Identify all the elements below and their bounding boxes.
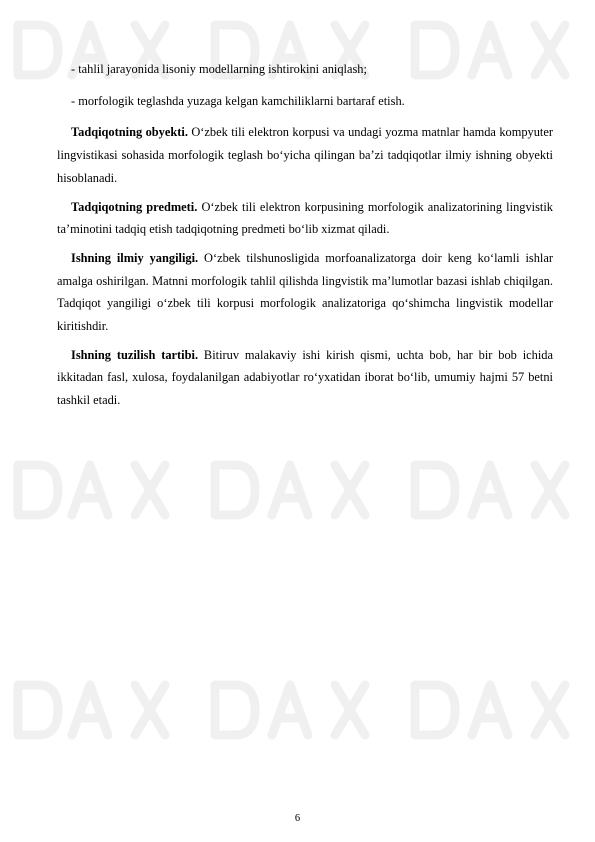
section-object-text: O‘zbek tili elektron korpusi va undagi yozma matnlar hamda kompyuter lingvistikasi sohasida morfologik teglash bo‘yicha qilingan ba’zi tadqiqotlar ilmiy ishning obyekti hisoblanadi.	[57, 125, 553, 185]
bullet-item-1: - tahlil jarayonida lisoniy modellarning ishtirokini aniqlash;	[71, 62, 367, 76]
page-number: 6	[294, 813, 301, 824]
section-structure	[57, 344, 553, 412]
section-object-heading: Tadqiqotning obyekti.	[71, 125, 188, 140]
section-object	[57, 121, 553, 189]
section-subject-heading: Tadqiqotning predmeti.	[71, 199, 198, 214]
section-novelty	[57, 247, 553, 338]
bullet-item-2: - morfologik teglashda yuzaga kelgan kamchiliklarni bartaraf etish.	[71, 93, 405, 108]
section-subject-text: O‘zbek tili elektron korpusining morfologik analizatorining lingvistik ta’minotini tadqiq etish tadqiqotning predmeti bo‘lib xizmat qiladi.	[57, 199, 553, 237]
section-structure-text: Bitiruv malakaviy ishi kirish qismi, uchta bob, har bir bob ichida ikkitadan fasl, xulosa, foydalanilgan adabiyotlar ro‘yxatidan iborat bo‘lib, umumiy hajmi 57 betni tashkil etadi.	[57, 347, 553, 408]
section-novelty-text: O‘zbek tilshunosligida morfoanalizatorga doir keng ko‘lamli ishlar amalga oshirilgan. Matnni morfologik tahlil qilishda lingvistik ma’lumotlar bazasi ishlab chiqilgan. Tadqiqot yangiligi o‘zbek tili korpusi morfologik analizatoriga qo‘shimcha lingvistik modellar kiritishdir.	[57, 250, 553, 334]
document-body	[57, 58, 553, 414]
section-novelty-heading: Ishning ilmiy yangiligi.	[71, 250, 199, 265]
section-subject	[57, 196, 553, 241]
section-structure-heading: Ishning tuzilish tartibi.	[71, 347, 199, 362]
